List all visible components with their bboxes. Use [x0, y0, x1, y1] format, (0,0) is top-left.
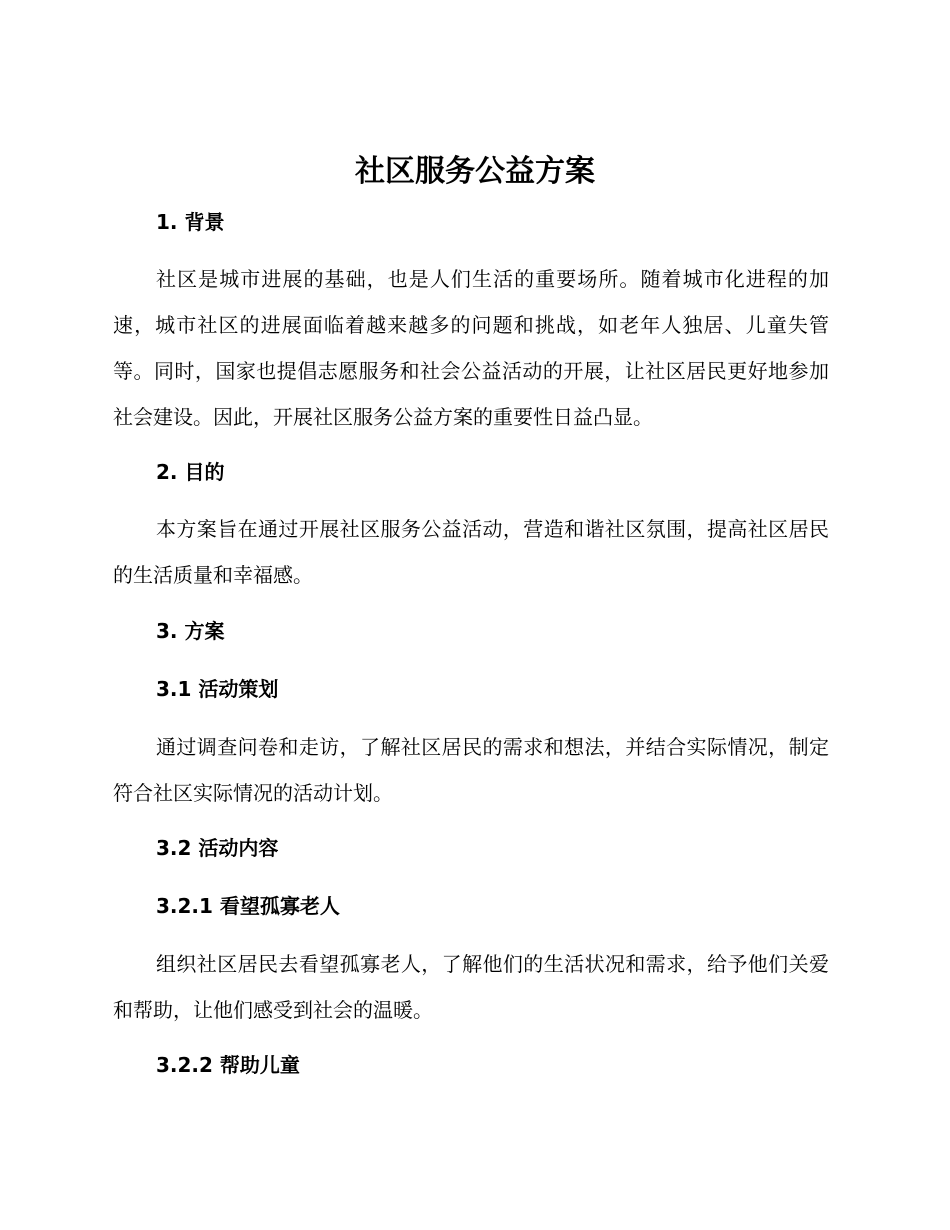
- section-heading-help-children: 3.2.2 帮助儿童: [156, 1053, 300, 1077]
- section-heading-visit-elderly: 3.2.1 看望孤寡老人: [156, 894, 340, 918]
- section-heading-background: 1. 背景: [156, 210, 225, 234]
- section-heading-activity-content: 3.2 活动内容: [156, 836, 279, 860]
- section-paragraph-background: 社区是城市进展的基础，也是人们生活的重要场所。随着城市化进程的加速，城市社区的进展面临着越来越多的问题和挑战，如老年人独居、儿童失管等。同时，国家也提倡志愿服务和社会公益活动的开展，让社区居民更好地参加社会建设。因此，开展社区服务公益方案的重要性日益凸显。: [113, 267, 829, 429]
- section-paragraph-activity-planning: 通过调查问卷和走访，了解社区居民的需求和想法，并结合实际情况，制定符合社区实际情况的活动计划。: [113, 735, 829, 805]
- section-paragraph-purpose: 本方案旨在通过开展社区服务公益活动，营造和谐社区氛围，提高社区居民的生活质量和幸福感。: [113, 517, 829, 587]
- section-paragraph-visit-elderly: 组织社区居民去看望孤寡老人，了解他们的生活状况和需求，给予他们关爱和帮助，让他们感受到社会的温暖。: [113, 952, 829, 1022]
- section-heading-activity-planning: 3.1 活动策划: [156, 677, 279, 701]
- section-heading-purpose: 2. 目的: [156, 460, 225, 484]
- document-title: 社区服务公益方案: [355, 154, 595, 189]
- section-heading-plan: 3. 方案: [156, 619, 225, 643]
